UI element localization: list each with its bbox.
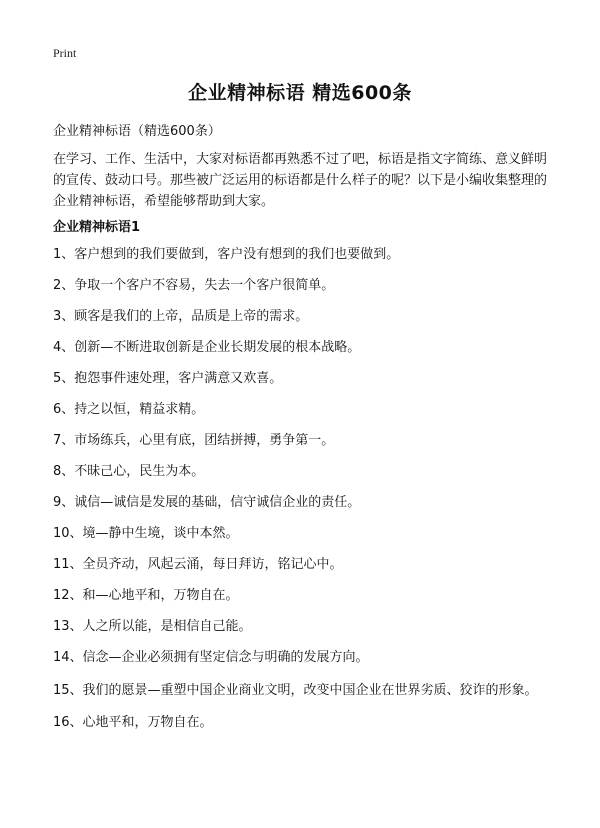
slogan-item: 2、争取一个客户不容易，失去一个客户很简单。 — [53, 278, 335, 293]
slogan-item: 14、信念—企业必须拥有坚定信念与明确的发展方向。 — [53, 650, 369, 665]
slogan-item: 15、我们的愿景—重塑中国企业商业文明，改变中国企业在世界劣质、狡诈的形象。 — [53, 683, 538, 698]
slogan-item: 4、创新—不断进取创新是企业长期发展的根本战略。 — [53, 340, 361, 355]
slogan-item: 7、市场练兵，心里有底，团结拼搏，勇争第一。 — [53, 433, 335, 448]
slogan-list — [53, 246, 563, 745]
slogan-item: 9、诚信—诚信是发展的基础，信守诚信企业的责任。 — [53, 495, 361, 510]
print-link[interactable]: Print — [53, 46, 77, 60]
slogan-item: 5、抱怨事件速处理，客户满意又欢喜。 — [53, 371, 283, 386]
slogan-item: 6、持之以恒，精益求精。 — [53, 402, 205, 417]
slogan-item: 1、客户想到的我们要做到，客户没有想到的我们也要做到。 — [53, 247, 400, 262]
slogan-item: 12、和—心地平和，万物自在。 — [53, 588, 239, 603]
intro-paragraph: 在学习、工作、生活中，大家对标语都再熟悉不过了吧，标语是指文字简练、意义鲜明的宣传、鼓动口号。那些被广泛运用的标语都是什么样子的呢？以下是小编收集整理的企业精神标语，希望能够帮助到大家。 — [53, 152, 548, 209]
slogan-item: 11、全员齐动，风起云涌，每日拜访，铭记心中。 — [53, 557, 343, 572]
slogan-item: 10、境—静中生境，谈中本然。 — [53, 526, 239, 541]
document-title: 企业精神标语 精选600条 — [188, 82, 412, 104]
slogan-item: 16、心地平和，万物自在。 — [53, 715, 213, 730]
document-subtitle: 企业精神标语（精选600条） — [53, 124, 221, 139]
slogan-item: 13、人之所以能，是相信自己能。 — [53, 619, 252, 634]
section-heading: 企业精神标语1 — [53, 220, 141, 235]
slogan-item: 3、顾客是我们的上帝，品质是上帝的需求。 — [53, 309, 309, 324]
slogan-item: 8、不昧己心，民生为本。 — [53, 464, 205, 479]
